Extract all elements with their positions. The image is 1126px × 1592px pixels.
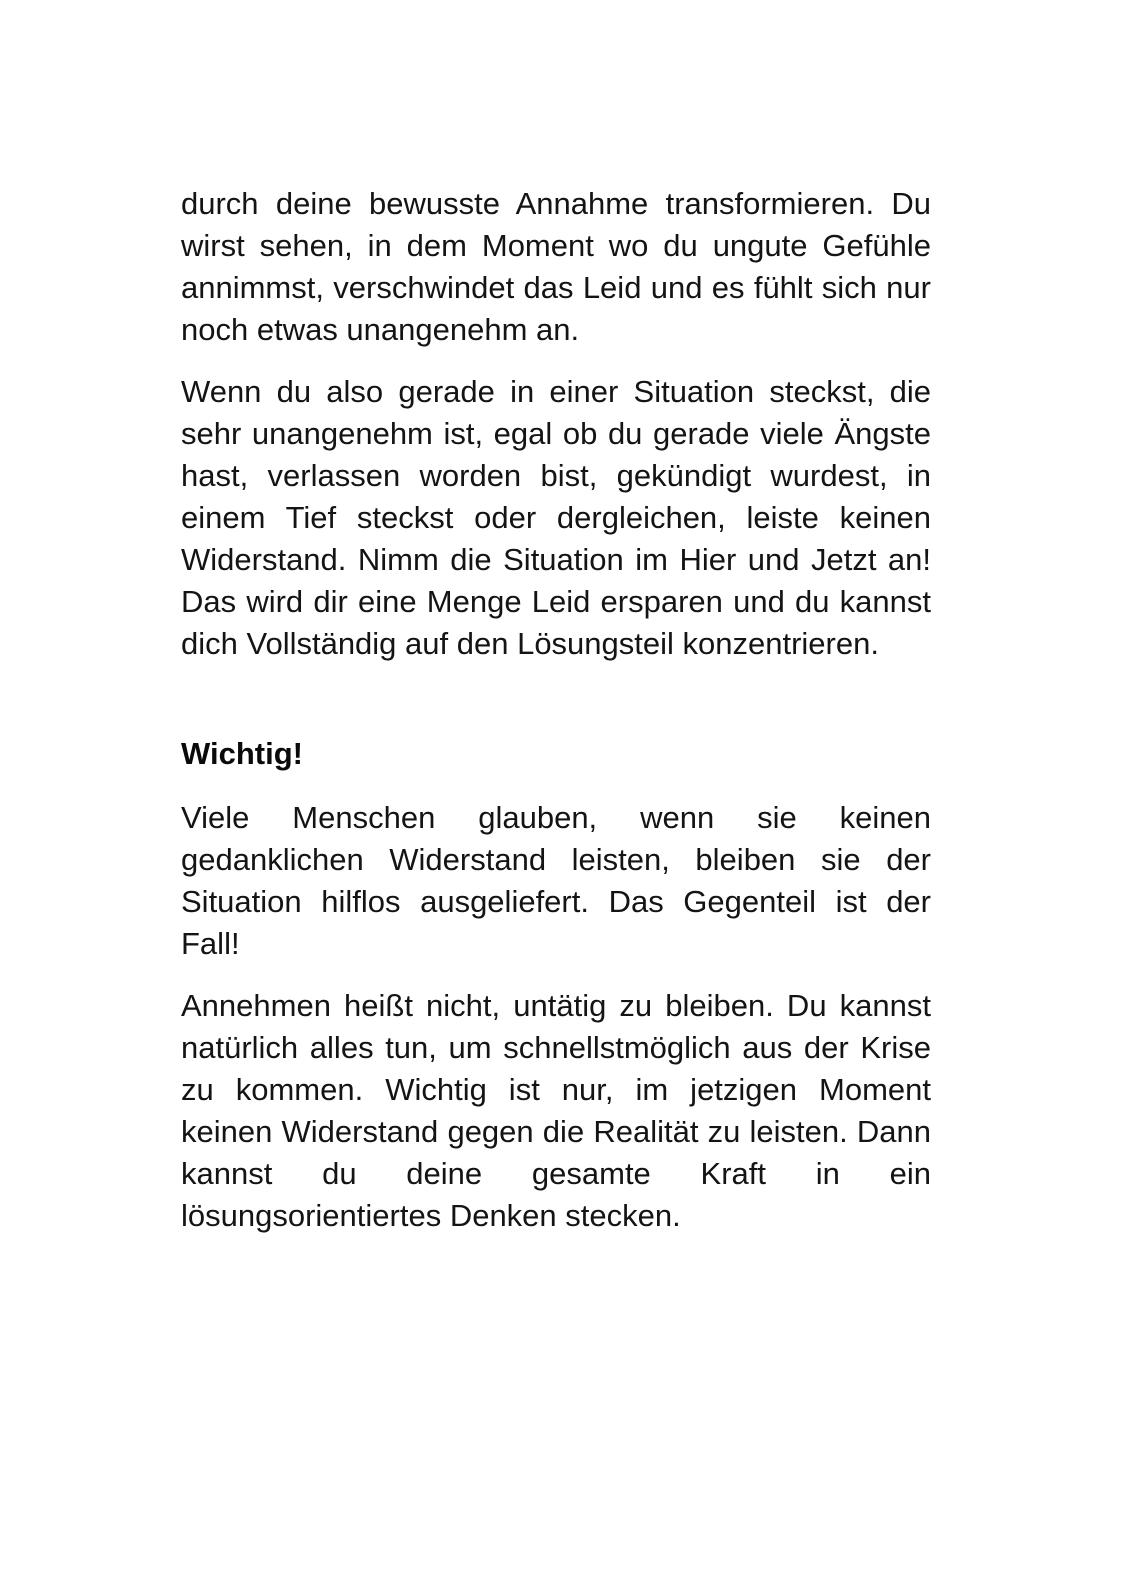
paragraph-annehmen-heisst: Annehmen heißt nicht, untätig zu bleiben. Du kannst natürlich alles tun, um schnellstmöglich aus der Krise zu kommen. Wichtig ist nur, im jetzigen Moment keinen Widerstand gegen die Realität zu leisten. Dann kannst du deine gesamte Kraft in ein lösungsorientiertes Denken stecken. <box>181 988 931 1233</box>
page-text-block <box>181 183 931 1257</box>
paragraph-situation-widerstand: Wenn du also gerade in einer Situation steckst, die sehr unangenehm ist, egal ob du gerade viele Ängste hast, verlassen worden bist, gekündigt wurdest, in einem Tief steckst oder dergleichen, leiste keinen Widerstand. Nimm die Situation im Hier und Jetzt an! Das wird dir eine Menge Leid ersparen und du kannst dich Vollständig auf den Lösungsteil konzentrieren. <box>181 374 931 661</box>
section-heading-wichtig: Wichtig! <box>181 736 303 771</box>
paragraph-annahme-transformieren: durch deine bewusste Annahme transformieren. Du wirst sehen, in dem Moment wo du ungute Gefühle annimmst, verschwindet das Leid und es fühlt sich nur noch etwas unangenehm an. <box>181 186 931 347</box>
paragraph-viele-menschen: Viele Menschen glauben, wenn sie keinen gedanklichen Widerstand leisten, bleiben sie der Situation hilflos ausgeliefert. Das Gegenteil ist der Fall! <box>181 800 931 961</box>
